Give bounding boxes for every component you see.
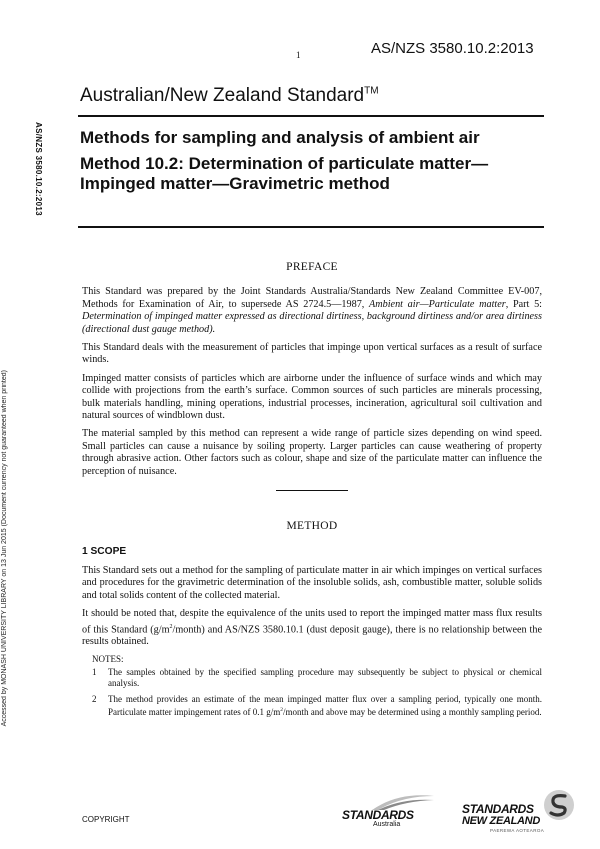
title-rule-top xyxy=(78,115,544,117)
title-line-2: Method 10.2: Determination of particulate matter—Impinged matter—Gravimetric method xyxy=(80,154,489,193)
note-text xyxy=(108,694,542,718)
note-2-text-b: /month and above may be determined using a monthly sampling period. xyxy=(282,707,542,718)
preface-paragraph-1 xyxy=(82,286,542,336)
brand-text: Australian/New Zealand Standard xyxy=(80,85,365,106)
scope-p2-superscript: 2 xyxy=(169,623,173,630)
scope-paragraph-1: This Standard sets out a method for the sampling of particulate matter in air which impinges on vertical surfaces and procedures for the gravimetric determination of the insoluble solids, ash, combustible matter, soluble solids and total solids content of the collected material. xyxy=(82,564,542,601)
document-body xyxy=(82,261,542,723)
side-standard-code: AS/NZS 3580.10.2:2013 xyxy=(34,122,43,216)
note-number: 1 xyxy=(92,667,97,678)
note-number: 2 xyxy=(92,694,97,705)
preface-p1-subtitle: Determination of impinged matter expressed as directional dirtiness, background dirtiness and/or area dirtiness (directional dust gauge method). xyxy=(82,311,542,335)
page-number: 1 xyxy=(296,50,301,60)
note-2-superscript: 2 xyxy=(280,707,283,714)
preface-p1-intro: This Standard was prepared by the Joint Standards Australia/Standards New Zealand Committee EV-007, Methods for Examination of Air, to supersede AS 2724.5—1987, xyxy=(82,286,542,310)
section-divider xyxy=(276,490,348,491)
scope-title: 1 SCOPE xyxy=(82,545,127,557)
method-heading: METHOD xyxy=(286,520,338,533)
logo-snz-word-2: NEW ZEALAND xyxy=(462,815,540,827)
notes-label: NOTES: xyxy=(92,653,124,664)
standard-brand xyxy=(80,85,379,107)
copyright-label: COPYRIGHT xyxy=(82,815,130,824)
preface-paragraph-3: Impinged matter consists of particles which are airborne under the influence of surface winds and which may collide with projections from the earth’s surface. Common sources of such particles are minerals processing, bulk materials handling, mining operations, industrial processes, incineration, agricultural soil cultivation and natural sources of windblown dust. xyxy=(82,372,542,422)
scope-p2-a: It should be noted that, despite the equivalence of the units used to report the impinged matter mass flux results of this Standard (g/m xyxy=(82,608,542,635)
standards-australia-logo xyxy=(340,790,440,830)
scope-paragraph-2 xyxy=(82,608,542,649)
access-watermark: Accessed by MONASH UNIVERSITY LIBRARY on 13 Jun 2015 (Document currency not guaranteed when printed) xyxy=(1,370,8,727)
preface-heading: PREFACE xyxy=(286,261,338,273)
logo-snz-word-1: STANDARDS xyxy=(462,802,534,816)
title-line-1: Methods for sampling and analysis of ambient air xyxy=(80,128,480,147)
logo-sa-sub: Australia xyxy=(373,821,401,828)
preface-paragraph-4: The material sampled by this method can represent a wide range of particle sizes depending on wind speed. Small particles can cause a nuisance by soiling property. Larger particles can cause weathering of property through abrasive action. Other factors such as colour, shape and size of the particulate matter can influence the perception of nuisance. xyxy=(82,428,542,477)
note-text: The samples obtained by the specified sampling procedure may subsequently be subject to physical or chemical analysis. xyxy=(108,667,542,689)
logo-sa-word: STANDARDS xyxy=(342,808,414,822)
preface-paragraph-2: This Standard deals with the measurement of particles that impinge upon vertical surfaces as a result of surface winds. xyxy=(82,342,542,366)
trademark-mark: TM xyxy=(364,85,379,97)
note-2-text-a: The method provides an estimate of the mean impinged matter flux over a sampling period, typically one month. Particulate matter impingement rates of 0.1 g/m xyxy=(108,694,542,718)
scope-p2-b: /month) and AS/NZS 3580.10.1 (dust deposit gauge), there is no relationship between the results obtained. xyxy=(82,623,542,648)
standards-new-zealand-logo xyxy=(462,788,582,836)
title-rule-bottom xyxy=(78,226,544,228)
logo-snz-sub: PAEREWA AOTEAROA xyxy=(490,828,545,833)
document-title xyxy=(80,128,542,194)
note-item-2 xyxy=(92,694,542,718)
snz-emblem-icon xyxy=(542,788,576,822)
preface-p1-title: Ambient air—Particulate matter xyxy=(369,298,506,310)
preface-p1-mid: , Part 5: xyxy=(505,298,542,310)
note-item-1 xyxy=(92,667,542,689)
standard-code: AS/NZS 3580.10.2:2013 xyxy=(371,40,534,57)
